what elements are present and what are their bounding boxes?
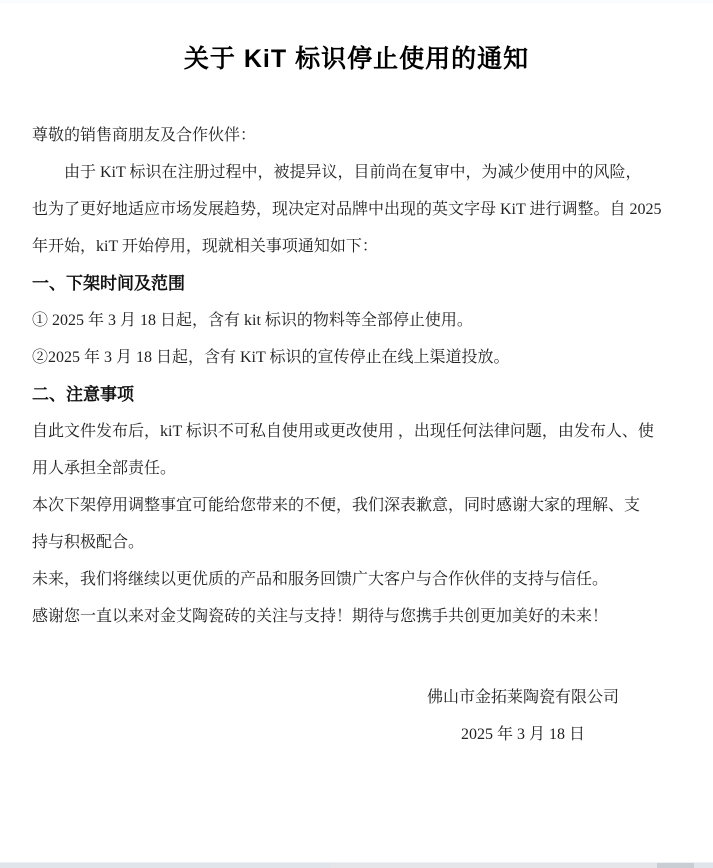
list-item-2: ②2025 年 3 月 18 日起，含有 KiT 标识的宣传停止在线上渠道投放。 bbox=[32, 349, 510, 366]
body-line: 年开始，kiT 开始停用，现就相关事项通知如下： bbox=[32, 238, 378, 255]
body-line: 未来，我们将继续以更优质的产品和服务回馈广大客户与合作伙伴的支持与信任。 bbox=[32, 571, 609, 588]
horizontal-scrollbar-track[interactable] bbox=[0, 862, 713, 868]
notice-title: 关于 KiT 标识停止使用的通知 bbox=[183, 45, 530, 73]
body-line: 用人承担全部责任。 bbox=[32, 460, 177, 477]
body-line: 由于 KiT 标识在注册过程中，被提异议，目前尚在复审中，为减少使用中的风险， bbox=[64, 164, 642, 181]
scrollbar-track-tint bbox=[330, 863, 660, 868]
list-item-1: ① 2025 年 3 月 18 日起，含有 kit 标识的物料等全部停止使用。 bbox=[32, 312, 473, 329]
section-heading-2: 二、注意事项 bbox=[32, 385, 134, 404]
notice-body bbox=[32, 117, 685, 635]
salutation-line: 尊敬的销售商朋友及合作伙伴： bbox=[32, 127, 257, 144]
body-line: 感谢您一直以来对金艾陶瓷砖的关注与支持！期待与您携手共创更加美好的未来！ bbox=[32, 608, 609, 625]
body-line: 也为了更好地适应市场发展趋势，现决定对品牌中出现的英文字母 KiT 进行调整。自 2025 bbox=[32, 201, 662, 218]
signature-block bbox=[423, 679, 623, 753]
body-line: 持与积极配合。 bbox=[32, 534, 145, 551]
section-heading-1: 一、下架时间及范围 bbox=[32, 274, 185, 293]
signature-date: 2025 年 3 月 18 日 bbox=[460, 726, 585, 743]
scrollbar-thumb[interactable] bbox=[657, 863, 694, 868]
signature-company: 佛山市金拓莱陶瓷有限公司 bbox=[426, 689, 619, 706]
body-line: 自此文件发布后，kiT 标识不可私自使用或更改使用 ，出现任何法律问题，由发布人、使 bbox=[32, 423, 654, 440]
body-line: 本次下架停用调整事宜可能给您带来的不便，我们深表歉意，同时感谢大家的理解、支 bbox=[32, 497, 641, 514]
